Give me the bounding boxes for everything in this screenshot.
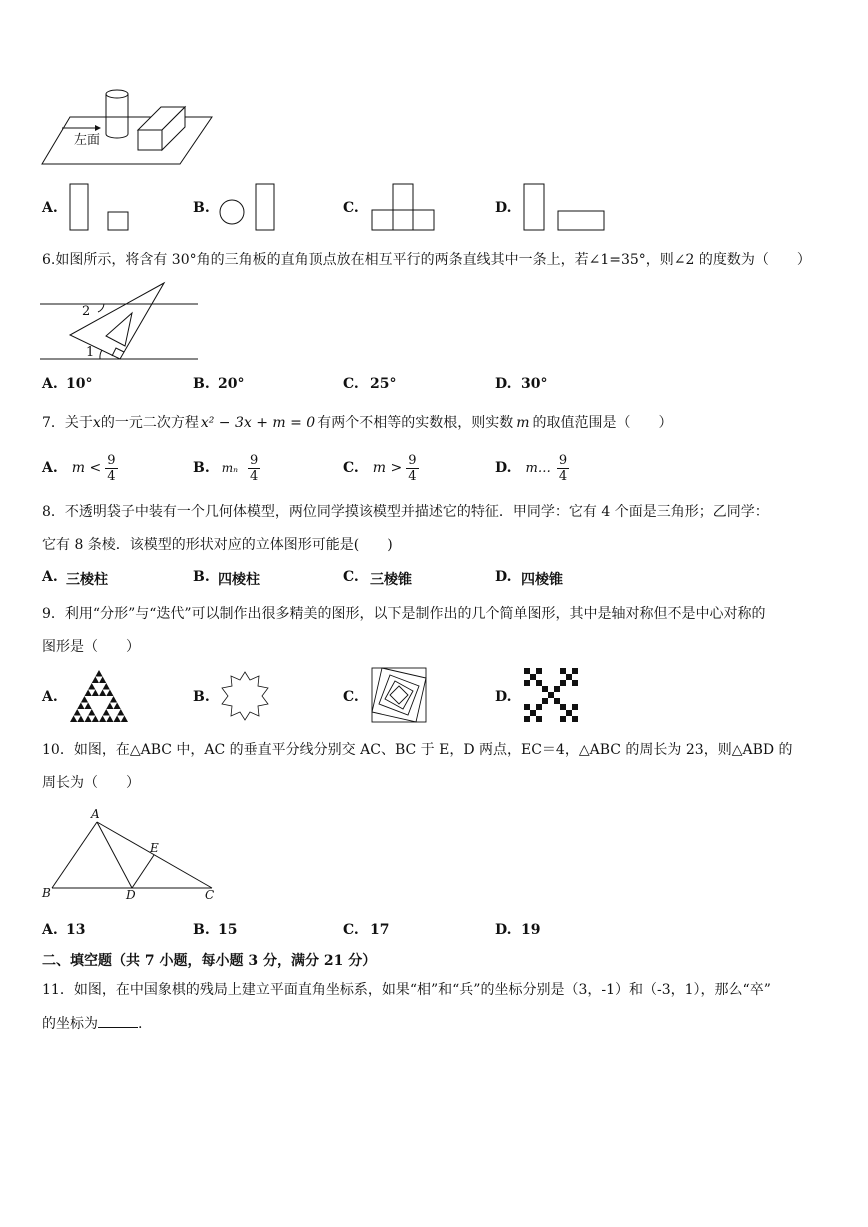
q7-question-text bbox=[42, 413, 673, 433]
q8-question-line1: 8．不透明袋子中装有一个几何体模型，两位同学摸该模型并描述它的特征．甲同学：它有 4 个面是三角形；乙同学： bbox=[42, 504, 769, 520]
q6-question-text: 6.如图所示，将含有 30°角的三角板的直角顶点放在相互平行的两条直线其中一条上，若∠1=35°，则∠2 的度数为（ ） bbox=[42, 252, 811, 268]
q5-option-c-letter[interactable]: C. bbox=[343, 200, 359, 216]
q5-option-b-letter[interactable]: B. bbox=[193, 200, 210, 216]
q7-var-m: m bbox=[516, 415, 530, 431]
q7-option-b[interactable] bbox=[193, 450, 260, 486]
q6-parallel-lines-figure bbox=[40, 278, 200, 366]
q9-question-line2: 图形是（ ） bbox=[42, 639, 140, 655]
q7-option-a-lhs: m < bbox=[71, 460, 102, 476]
q8-option-c-letter[interactable]: C. bbox=[343, 569, 359, 585]
section-2-title: 二、填空题（共 7 小题，每小题 3 分，满分 21 分） bbox=[42, 953, 377, 969]
q8-option-c-text[interactable]: 三棱锥 bbox=[370, 572, 412, 588]
q10-option-d-letter[interactable]: D. bbox=[495, 922, 512, 938]
q10-option-b-letter[interactable]: B. bbox=[193, 922, 210, 938]
q8-option-b-letter[interactable]: B. bbox=[193, 569, 210, 585]
q7-var-x: x bbox=[92, 415, 101, 431]
q5-option-a-figure[interactable] bbox=[68, 182, 132, 234]
q10-question-line1: 10．如图，在△ABC 中，AC 的垂直平分线分别交 AC、BC 于 E，D 两点，EC＝4，△ABC 的周长为 23，则△ABD 的 bbox=[42, 742, 793, 758]
q9-option-d-letter[interactable]: D. bbox=[495, 689, 512, 705]
q6-angle1-label: 1 bbox=[86, 345, 95, 360]
q11-line2-prefix: 的坐标为 bbox=[42, 1016, 98, 1032]
q5-option-a-letter[interactable]: A. bbox=[42, 200, 58, 216]
q10-label-a: A bbox=[91, 807, 100, 821]
q9-option-a-sierpinski-figure[interactable] bbox=[68, 668, 130, 724]
q7-option-d[interactable] bbox=[495, 450, 569, 486]
q7-option-b-lhs: mₙ bbox=[221, 461, 238, 475]
q7-option-b-letter: B. bbox=[193, 460, 210, 476]
q5-solids-figure bbox=[40, 82, 220, 172]
q11-question-line2 bbox=[42, 1013, 142, 1034]
q7-option-d-fraction: $\frac{9}{4}$ bbox=[558, 452, 568, 484]
q7-option-a-letter: A. bbox=[42, 460, 58, 476]
q9-option-b-snowflake-figure[interactable] bbox=[216, 668, 274, 724]
q10-option-d-text[interactable]: 19 bbox=[521, 922, 541, 938]
q7-mid: 的一元二次方程 bbox=[100, 415, 199, 431]
q8-option-a-letter[interactable]: A. bbox=[42, 569, 58, 585]
q9-question-line1: 9．利用“分形”与“迭代”可以制作出很多精美的图形，以下是制作出的几个简单图形，其中是轴对称但不是中心对称的 bbox=[42, 606, 766, 622]
q7-prefix: 7．关于 bbox=[42, 415, 93, 431]
q8-option-a-text[interactable]: 三棱柱 bbox=[66, 572, 108, 588]
q11-question-line1: 11．如图，在中国象棋的残局上建立平面直角坐标系，如果“相”和“兵”的坐标分别是（3，-1）和（-3，1），那么“卒” bbox=[42, 982, 771, 998]
q11-answer-blank[interactable] bbox=[98, 1013, 138, 1028]
q10-label-e: E bbox=[150, 841, 159, 855]
q6-option-a-text[interactable]: 10° bbox=[66, 376, 93, 392]
q5-option-b-figure[interactable] bbox=[218, 182, 282, 234]
q10-label-c: C bbox=[205, 888, 215, 902]
q10-option-c-letter[interactable]: C. bbox=[343, 922, 359, 938]
q9-option-c-nested-squares-figure[interactable] bbox=[370, 666, 430, 726]
q8-option-d-letter[interactable]: D. bbox=[495, 569, 512, 585]
q6-option-c-letter[interactable]: C. bbox=[343, 376, 359, 392]
q7-option-c-lhs: m > bbox=[372, 460, 403, 476]
q6-option-b-letter[interactable]: B. bbox=[193, 376, 210, 392]
q10-option-a-letter[interactable]: A. bbox=[42, 922, 58, 938]
q5-left-label: 左面 bbox=[74, 133, 101, 148]
q5-option-c-figure[interactable] bbox=[370, 182, 440, 234]
q11-line2-suffix: . bbox=[138, 1016, 143, 1032]
q6-angle2-label: 2 bbox=[82, 304, 91, 319]
q8-option-d-text[interactable]: 四棱锥 bbox=[521, 572, 563, 588]
q10-question-line2: 周长为（ ） bbox=[42, 775, 140, 791]
q6-option-c-text[interactable]: 25° bbox=[370, 376, 397, 392]
q7-suffix2: 的取值范围是（ ） bbox=[532, 415, 673, 431]
q9-option-d-checker-figure[interactable] bbox=[524, 668, 580, 724]
q10-label-b: B bbox=[42, 886, 51, 900]
q6-option-d-text[interactable]: 30° bbox=[521, 376, 548, 392]
q7-option-c[interactable] bbox=[343, 450, 419, 486]
q7-option-a-fraction: $\frac{9}{4}$ bbox=[107, 452, 116, 484]
q7-option-d-lhs: m… bbox=[525, 460, 551, 476]
q10-label-d: D bbox=[126, 888, 136, 902]
q7-option-c-letter: C. bbox=[343, 460, 359, 476]
q7-option-c-fraction: $\frac{9}{4}$ bbox=[408, 452, 417, 484]
q6-option-d-letter[interactable]: D. bbox=[495, 376, 512, 392]
q10-option-c-text[interactable]: 17 bbox=[370, 922, 390, 938]
q7-suffix1: 有两个不相等的实数根，则实数 bbox=[317, 415, 514, 431]
q6-option-b-text[interactable]: 20° bbox=[218, 376, 245, 392]
q7-option-b-fraction: $\frac{9}{4}$ bbox=[249, 452, 259, 484]
q10-option-a-text[interactable]: 13 bbox=[66, 922, 86, 938]
q9-option-c-letter[interactable]: C. bbox=[343, 689, 359, 705]
q7-option-d-letter: D. bbox=[495, 460, 512, 476]
q7-option-a[interactable] bbox=[42, 450, 118, 486]
q5-option-d-letter[interactable]: D. bbox=[495, 200, 512, 216]
q9-option-a-letter[interactable]: A. bbox=[42, 689, 58, 705]
q8-option-b-text[interactable]: 四棱柱 bbox=[218, 572, 260, 588]
q8-question-line2: 它有 8 条棱．该模型的形状对应的立体图形可能是( ) bbox=[42, 537, 393, 553]
q5-option-d-figure[interactable] bbox=[522, 182, 612, 234]
q7-equation: x² − 3x + m = 0 bbox=[200, 415, 316, 431]
q6-option-a-letter[interactable]: A. bbox=[42, 376, 58, 392]
q9-option-b-letter[interactable]: B. bbox=[193, 689, 210, 705]
q10-option-b-text[interactable]: 15 bbox=[218, 922, 238, 938]
